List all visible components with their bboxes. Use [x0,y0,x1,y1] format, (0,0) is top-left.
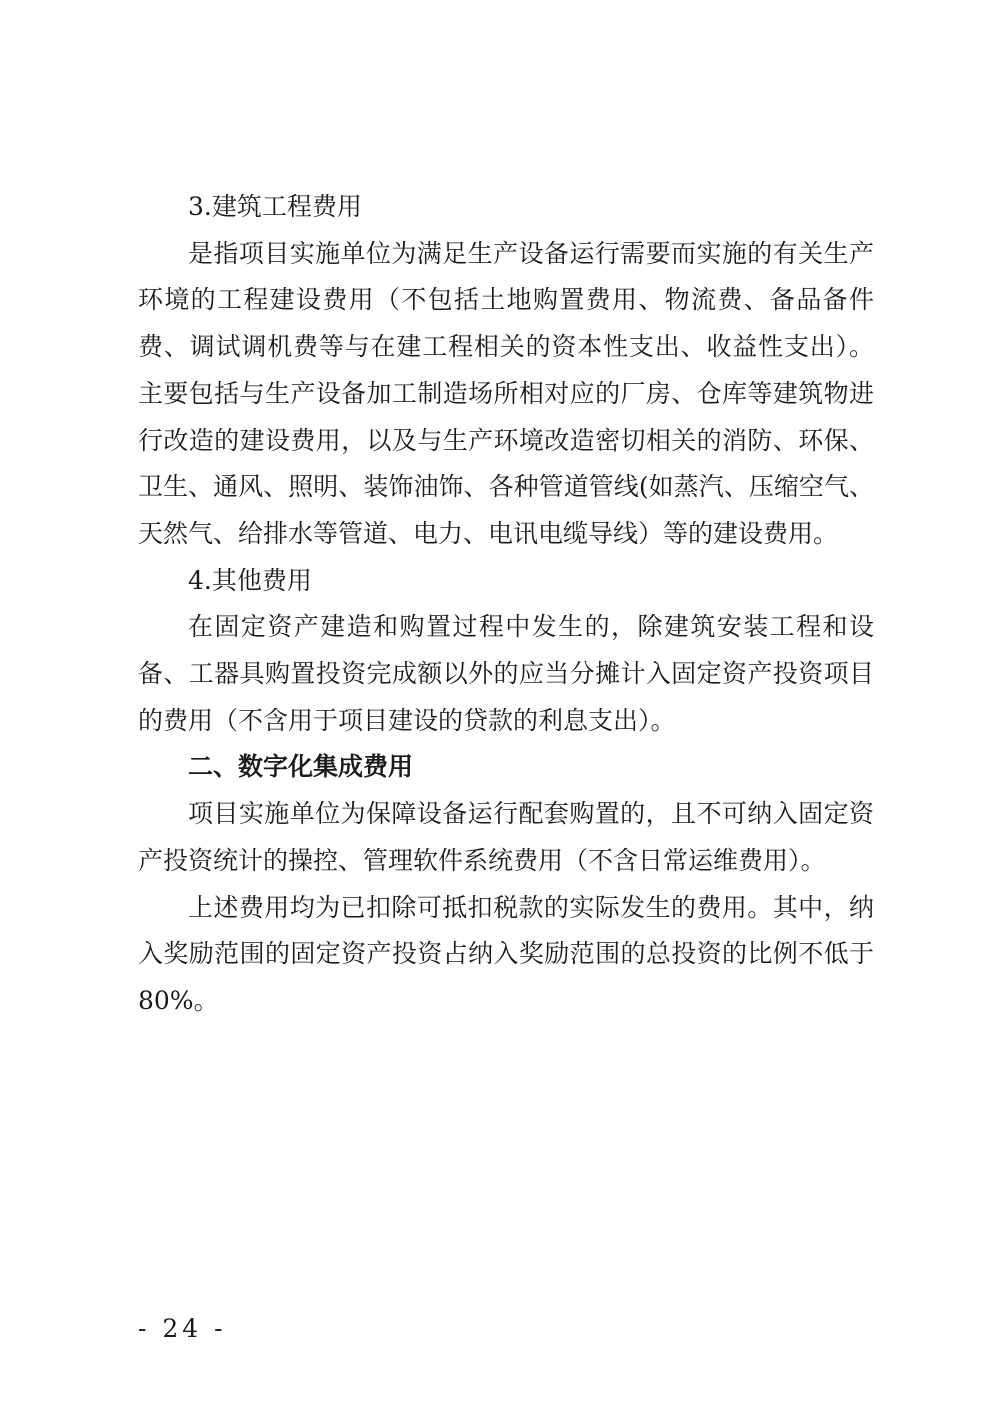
page-number: - 24 - [138,1314,227,1343]
document-body [138,184,874,1025]
section-3-paragraph: 是指项目实施单位为满足生产设备运行需要而实施的有关生产环境的工程建设费用（不包括土地购置费用、物流费、备品备件费、调试调机费等与在建工程相关的资本性支出、收益性支出）。主要包括与生产设备加工制造场所相对应的厂房、仓库等建筑物进行改造的建设费用，以及与生产环境改造密切相关的消防、环保、卫生、通风、照明、装饰油饰、各种管道管线(如蒸汽、压缩空气、天然气、给排水等管道、电力、电讯电缆导线）等的建设费用。 [138,238,874,548]
summary-paragraph: 上述费用均为已扣除可抵扣税款的实际发生的费用。其中，纳入奖励范围的固定资产投资占纳入奖励范围的总投资的比例不低于80%。 [138,892,874,1015]
part-2-heading: 二、数字化集成费用 [188,752,414,782]
section-4-title: 4.其他费用 [188,565,312,595]
section-3-title: 3.建筑工程费用 [188,192,362,221]
part-2-paragraph: 项目实施单位为保障设备运行配套购置的，且不可纳入固定资产投资统计的操控、管理软件系统费用（不含日常运维费用）。 [138,799,874,875]
section-4-paragraph: 在固定资产建造和购置过程中发生的，除建筑安装工程和设备、工器具购置投资完成额以外的应当分摊计入固定资产投资项目的费用（不含用于项目建设的贷款的利息支出）。 [138,612,874,735]
